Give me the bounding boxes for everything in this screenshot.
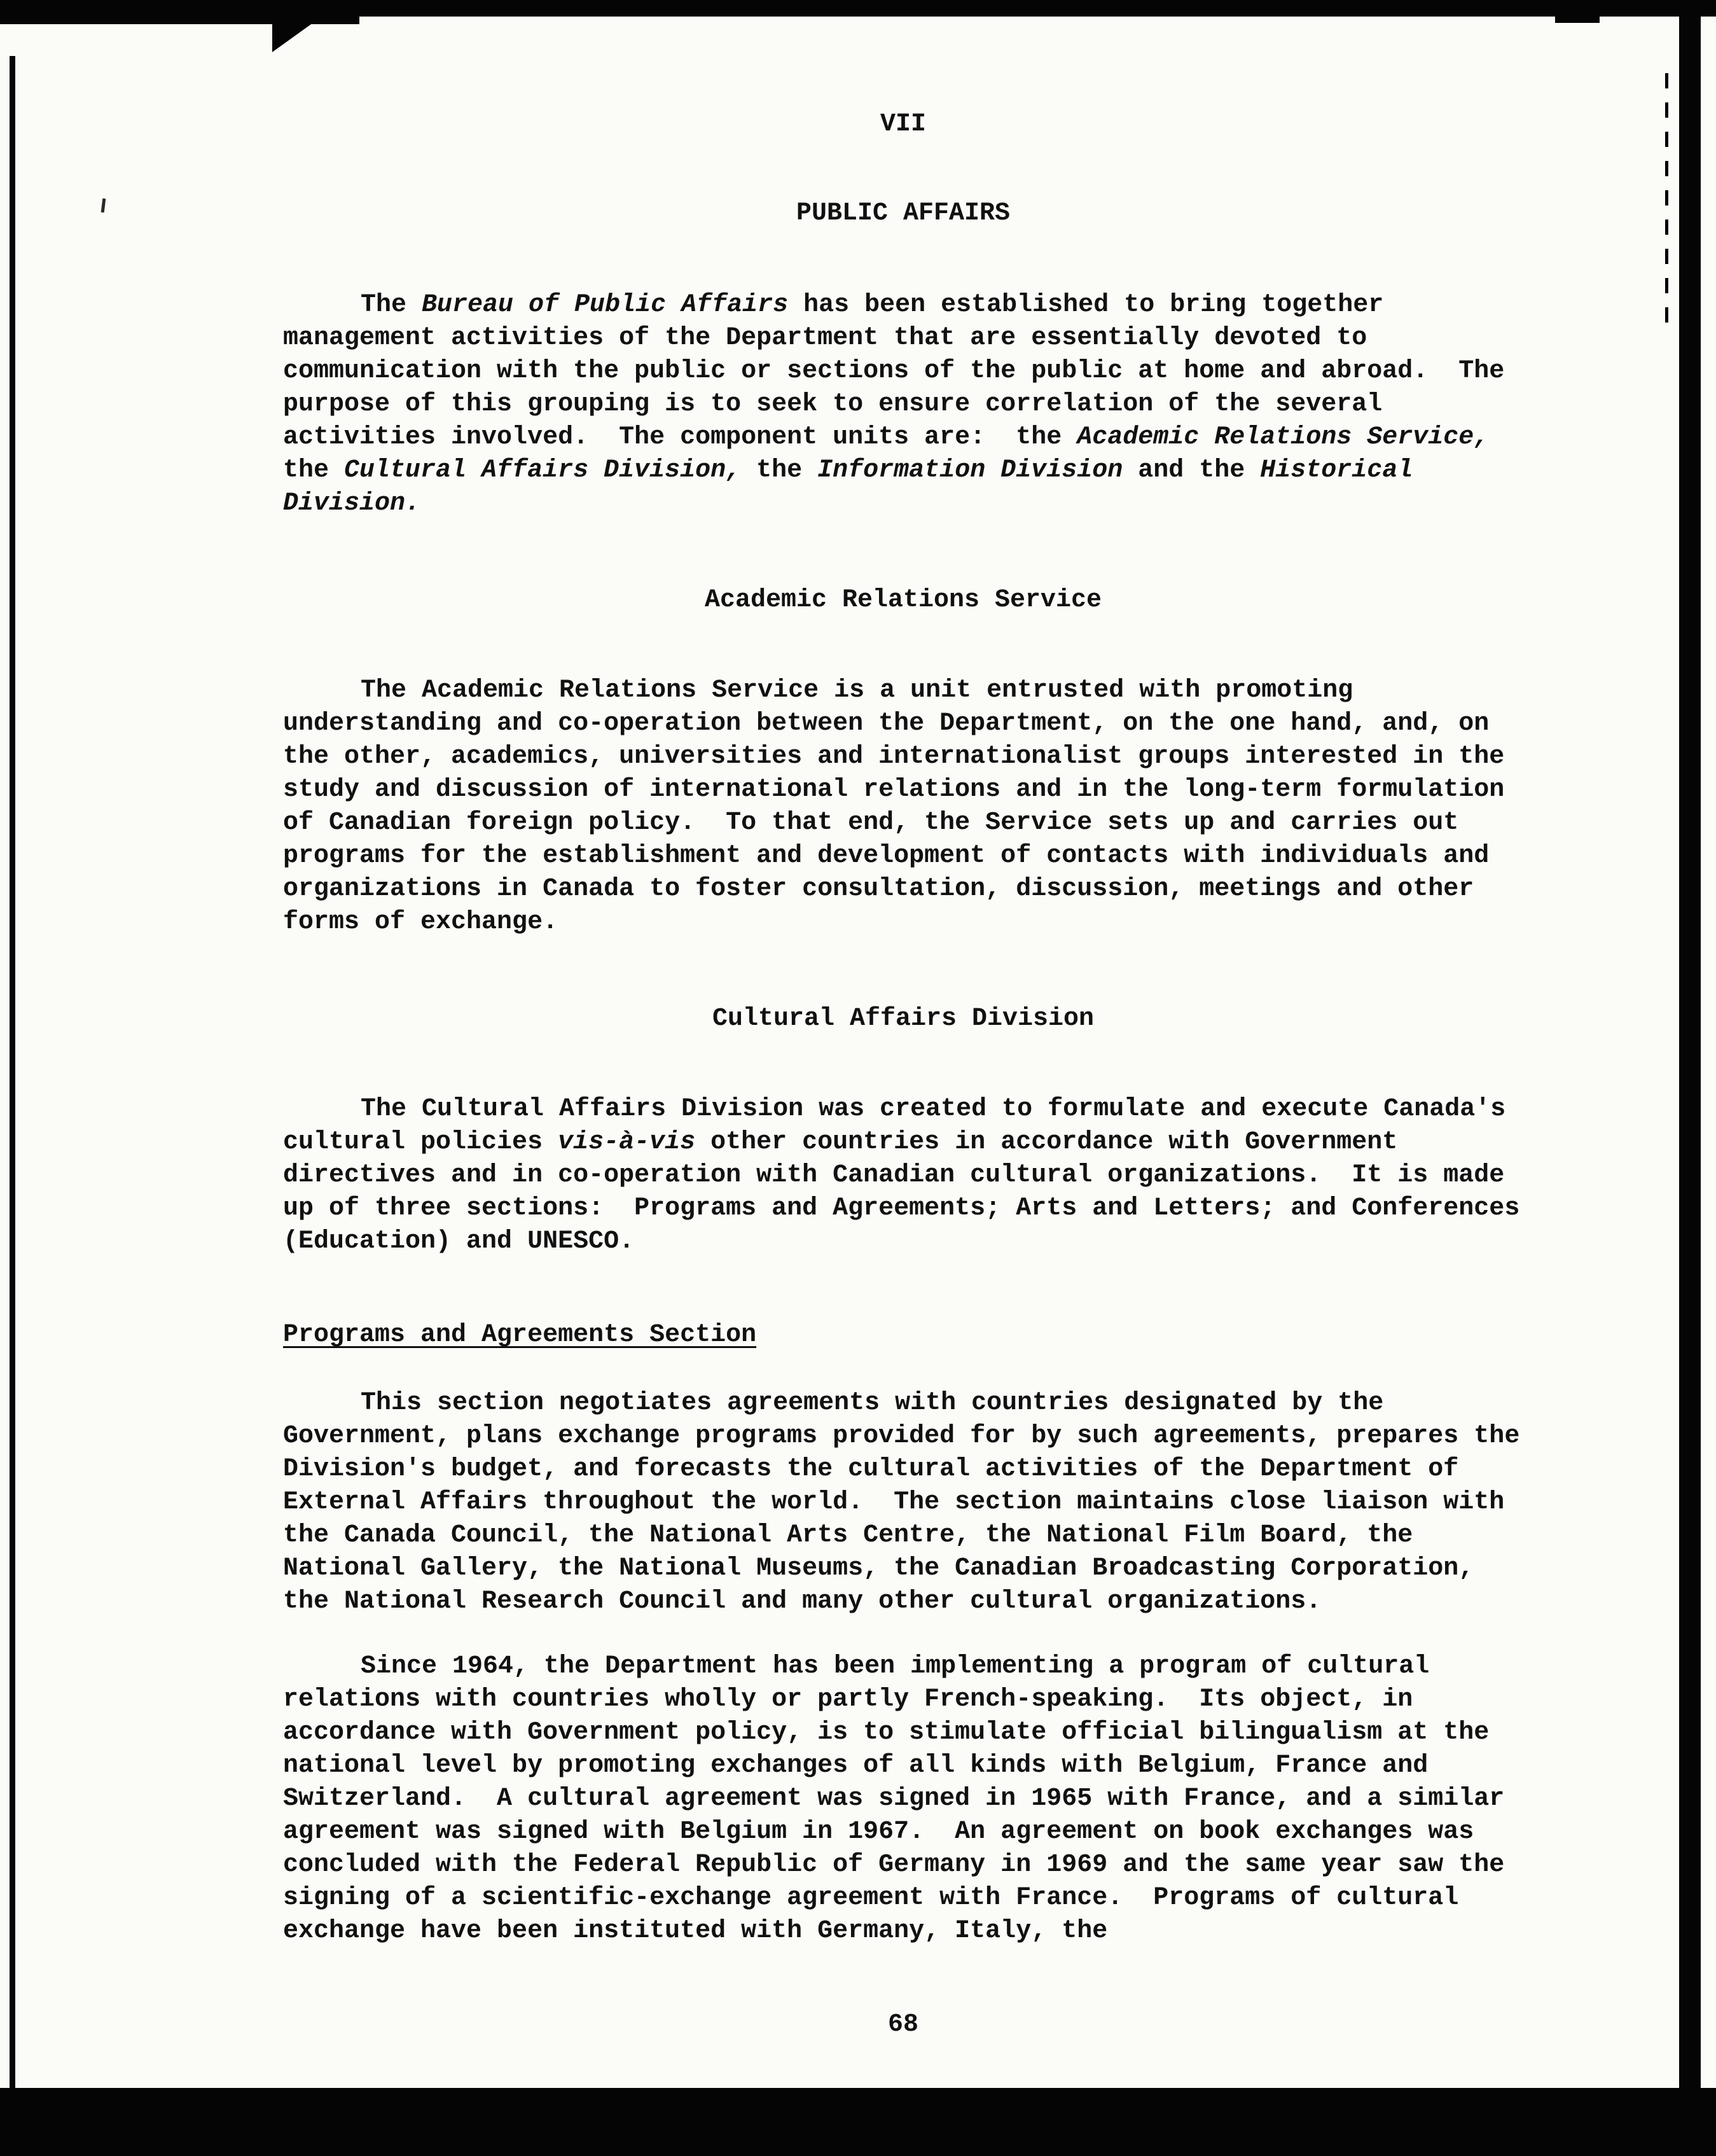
scan-border-right: [1679, 15, 1701, 2156]
subsection-heading-programs-agreements: Programs and Agreements Section: [283, 1321, 757, 1349]
section-heading-academic-relations: Academic Relations Service: [704, 586, 1102, 615]
scan-border-top-left: [0, 0, 359, 24]
intro-text-5: and the: [1123, 456, 1261, 485]
programs-paragraph-1: This section negotiates agreements with countries designated by the Government, plans exchange programs provided for by such agreements, prepares the Division's budget, and forecasts the cultural activities of the Department of External Affairs throughout the world. The section maintains close liaison with the Canada Council, the National Arts Centre, the National Film Board, the National Gallery, the National Museums, the Canadian Broadcasting Corporation, the National Research Council and many other cultural organizations.: [283, 1389, 1535, 1616]
scan-border-left: [10, 56, 15, 2092]
scan-wedge-artifact: [272, 23, 313, 52]
cultural-italic-visavis: vis-à-vis: [558, 1128, 696, 1157]
intro-text-2: has been established to bring together management activities of the Department that are essentially devoted to communication with the public or sections of the public at home and abroad. The purpose of this grouping is to seek to ensure correlation of the several activities involved. The component units are: the: [283, 291, 1520, 452]
intro-italic-bureau: Bureau of Public Affairs: [422, 291, 789, 319]
page-title: PUBLIC AFFAIRS: [796, 199, 1011, 228]
scan-notch-artifact: [1555, 15, 1600, 23]
intro-text-1: The: [361, 291, 422, 319]
programs-paragraph-2: Since 1964, the Department has been implementing a program of cultural relations with countries wholly or partly French-speaking. Its object, in accordance with Government policy, is to stimulate official bilingualism at the national level by promoting exchanges of all kinds with Belgium, France and Switzerland. A cultural agreement was signed in 1965 with France, and a similar agreement was signed with Belgium in 1967. An agreement on book exchanges was concluded with the Federal Republic of Germany in 1969 and the same year saw the signing of a scientific-exchange agreement with France. Programs of cultural exchange have been instituted with Germany, Italy, the: [283, 1652, 1520, 1945]
intro-text-3: the: [283, 423, 1505, 485]
intro-italic-information: Information Division: [817, 456, 1123, 485]
scan-border-bottom: [0, 2088, 1716, 2156]
academic-relations-paragraph: The Academic Relations Service is a unit entrusted with promoting understanding and co-operation between the Department, on the one hand, and, on the other, academics, universities and internationalist groups interested in the study and discussion of international relations and in the long-term formulation of Canadian foreign policy. To that end, the Service sets up and carries out programs for the establishment and development of contacts with individuals and organizations in Canada to foster consultation, discussion, meetings and other forms of exchange.: [283, 676, 1520, 936]
section-heading-cultural-affairs: Cultural Affairs Division: [712, 1005, 1095, 1033]
intro-italic-academic: Academic Relations Service,: [1077, 423, 1490, 452]
cultural-text-1: The Cultural Affairs Division was created to formulate and execute Canada's cultural policies: [283, 1095, 1521, 1157]
intro-italic-historical: Historical Division.: [283, 456, 1429, 518]
scan-dashed-line-right: [1665, 73, 1668, 334]
intro-italic-cultural: Cultural Affairs Division,: [344, 456, 742, 485]
chapter-number: VII: [880, 110, 926, 139]
cultural-affairs-paragraph: [283, 1093, 1535, 1258]
scan-stray-mark: [101, 198, 106, 212]
document-page: [283, 108, 1535, 2041]
page-number: 68: [887, 2010, 918, 2039]
cultural-text-2: other countries in accordance with Government directives and in co-operation with Canadian cultural organizations. It is made up of three sections: Programs and Agreements; Arts and Letters; and Conferences (Education) and UNESCO.: [283, 1128, 1535, 1256]
intro-text-4: the: [741, 456, 818, 485]
intro-paragraph: [283, 289, 1523, 520]
